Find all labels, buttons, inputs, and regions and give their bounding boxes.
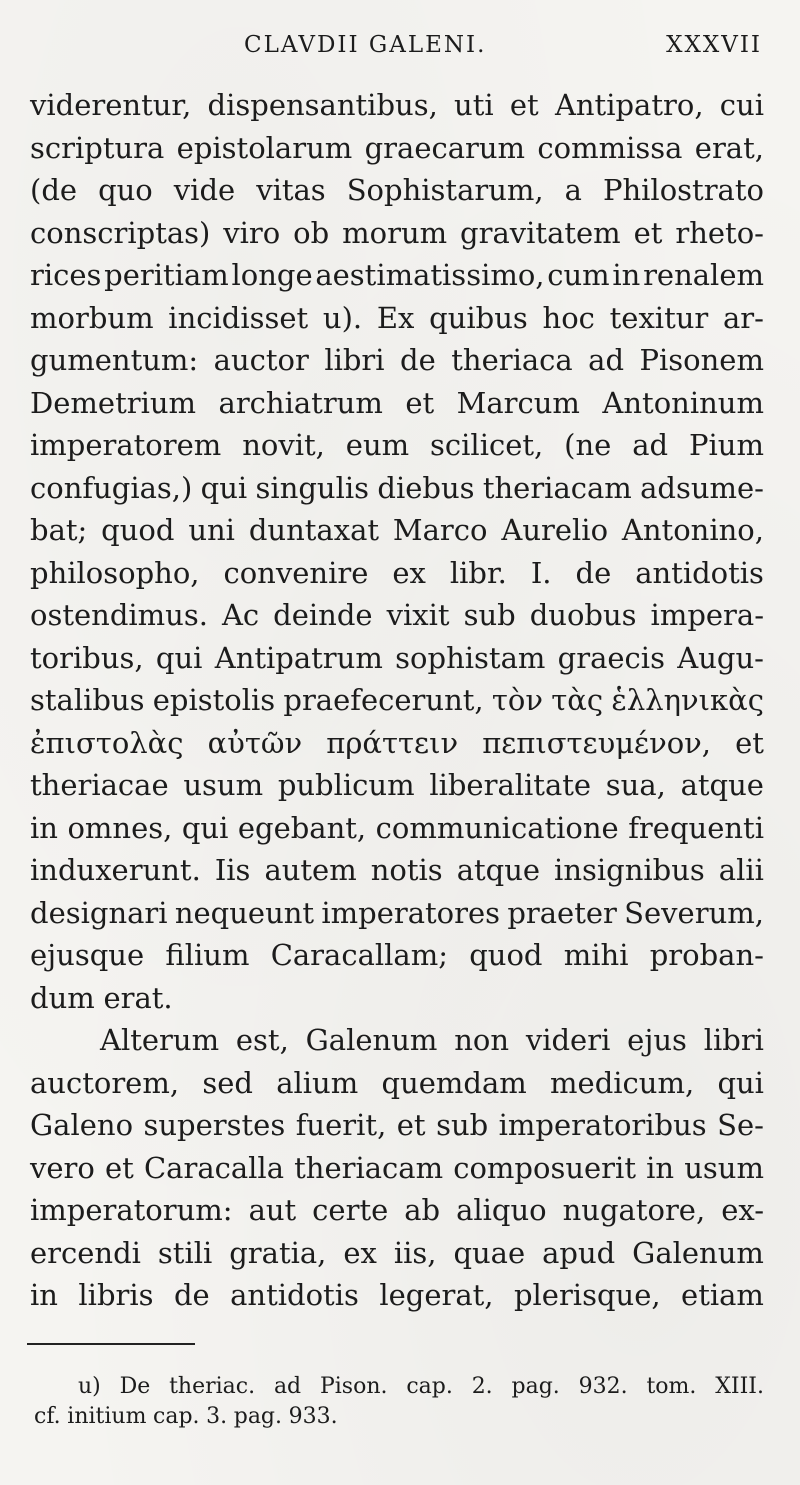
word: antidotis <box>635 555 764 590</box>
word: liberalitate <box>429 768 592 802</box>
word: vixit <box>386 598 450 632</box>
word: videri <box>525 1023 611 1057</box>
word: in <box>30 810 58 845</box>
word: morum <box>342 215 448 250</box>
word: in <box>646 1150 675 1185</box>
word: stili <box>157 1235 213 1270</box>
word: Philostrato <box>602 173 764 207</box>
word: philosopho, <box>30 555 200 590</box>
word: auctor <box>213 343 309 377</box>
word: (de <box>30 173 78 207</box>
text-line <box>30 1274 764 1317</box>
word: a <box>564 173 582 207</box>
word: qui <box>181 810 229 845</box>
word: imperatores <box>321 895 501 930</box>
text-line-paragraph-end <box>30 977 764 1020</box>
word: ex <box>343 1235 377 1270</box>
word: texitur <box>609 300 709 335</box>
word: ex <box>392 555 426 590</box>
word: ab <box>404 1193 441 1227</box>
word: vitas <box>256 173 326 207</box>
word: convenire <box>223 555 369 590</box>
word: de <box>173 1278 210 1312</box>
word: Antipatro, <box>554 88 704 122</box>
word: rices <box>30 258 102 292</box>
word: Pium <box>689 428 764 462</box>
word: toribus, <box>30 640 144 675</box>
word: ostendimus. <box>30 598 208 632</box>
word: designari <box>30 895 168 930</box>
word: et <box>396 1108 426 1142</box>
word: Antonino, <box>621 513 764 547</box>
word: theriacam <box>482 470 632 505</box>
word: Caracallam; <box>270 938 448 972</box>
word: superstes <box>143 1108 286 1142</box>
word: Caracalla <box>143 1150 284 1185</box>
word: cf. <box>34 1404 61 1429</box>
text-line <box>30 934 764 977</box>
greek-text-line <box>30 679 764 722</box>
word: quo <box>98 173 153 207</box>
word: plerisque, <box>513 1278 661 1312</box>
word: Augu- <box>677 640 764 675</box>
word: mihi <box>563 938 629 972</box>
footnote-divider <box>27 1343 195 1345</box>
word: commissa <box>537 130 683 165</box>
word: pag. <box>511 1374 560 1399</box>
word: quibus <box>429 300 528 335</box>
word: cum <box>547 258 610 292</box>
word: theriaca <box>451 343 573 377</box>
footnote-line <box>34 1402 764 1432</box>
text-line <box>30 297 764 340</box>
word: sed <box>202 1065 253 1100</box>
text-line <box>30 552 764 595</box>
word: dum <box>30 980 95 1015</box>
word: Severum, <box>624 895 764 930</box>
word: qui <box>155 640 203 675</box>
word: ejusque <box>30 938 145 972</box>
word: u). <box>322 300 363 335</box>
word: quae <box>453 1235 526 1270</box>
word: u) <box>78 1374 101 1399</box>
word: sub <box>436 1108 489 1142</box>
running-title: CLAVDII GALENI. <box>244 32 487 58</box>
word: 3. <box>206 1404 228 1429</box>
word: notis <box>370 853 443 887</box>
word: morbum <box>30 300 154 335</box>
word: theriacam <box>294 1150 444 1185</box>
text-line <box>30 637 764 680</box>
word: πράττειν <box>326 725 459 760</box>
word: gratia, <box>229 1235 327 1270</box>
word: Antipatrum <box>214 640 383 675</box>
word: Iis <box>214 853 251 887</box>
text-line <box>30 212 764 255</box>
word: insignibus <box>554 853 705 887</box>
word: incidisset <box>168 300 309 335</box>
text-line <box>30 467 764 510</box>
word: cap. <box>406 1374 453 1399</box>
word: auctorem, <box>30 1065 180 1100</box>
word: et <box>105 1150 134 1185</box>
word: Se- <box>717 1108 764 1142</box>
word: nequeunt <box>174 895 315 930</box>
word: epistolis <box>152 683 276 717</box>
word: atque <box>456 853 541 887</box>
word: scriptura <box>30 130 165 165</box>
word: apud <box>542 1235 616 1270</box>
word: imperatoribus <box>498 1108 707 1142</box>
word: induxerunt. <box>30 853 201 887</box>
word: Alterum <box>100 1023 220 1057</box>
word: qui <box>200 470 248 505</box>
word: erat, <box>694 130 764 165</box>
page-number: XXXVII <box>666 32 762 58</box>
word: aut <box>248 1193 297 1227</box>
word: nugatore, <box>562 1193 706 1227</box>
word: theriac. <box>169 1374 256 1399</box>
word: renalem <box>643 258 764 292</box>
word: τὰς <box>551 683 604 717</box>
word: uti <box>454 88 494 122</box>
word: cui <box>719 88 764 122</box>
word: in <box>612 258 641 292</box>
word: quod <box>469 938 543 972</box>
word: antidotis <box>230 1278 359 1312</box>
word: Sophistarum, <box>346 173 544 207</box>
word: De <box>119 1374 151 1399</box>
footnotes <box>34 1372 764 1432</box>
word: et <box>405 385 435 420</box>
word: vide <box>173 173 236 207</box>
word: ob <box>293 215 330 250</box>
text-line <box>30 1104 764 1147</box>
word: libr. <box>449 555 507 590</box>
word: libri <box>703 1023 764 1057</box>
word: atque <box>680 768 764 802</box>
word: Galenum <box>632 1235 764 1270</box>
word: iis, <box>393 1235 437 1270</box>
word: non <box>454 1023 510 1057</box>
word: praeter <box>507 895 617 930</box>
text-line <box>30 1062 764 1105</box>
text-line <box>30 807 764 850</box>
word: hoc <box>542 300 595 335</box>
word: ἐπιστολὰς <box>30 725 184 760</box>
word: quod <box>101 513 175 547</box>
word: duntaxat <box>248 513 380 547</box>
word: πεπιστευμένον, <box>482 725 712 760</box>
word: qui <box>717 1065 764 1100</box>
word: de <box>575 555 612 590</box>
word: Marco <box>392 513 488 547</box>
word: proban- <box>649 938 764 972</box>
word: confugias,) <box>30 470 193 505</box>
word: filium <box>165 938 250 972</box>
text-line <box>30 424 764 467</box>
word: ar- <box>723 300 764 335</box>
word: viderentur, <box>30 88 192 122</box>
word: epistolarum <box>176 130 353 165</box>
word: tom. <box>646 1374 697 1399</box>
word: imperatorem <box>30 428 222 462</box>
word: uni <box>188 513 235 547</box>
word: Antoninum <box>602 385 764 420</box>
word: graecarum <box>364 130 526 165</box>
word: (ne <box>564 428 612 462</box>
word: omnes, <box>67 810 173 845</box>
word: stalibus <box>30 683 145 717</box>
text-line <box>30 339 764 382</box>
text-line <box>30 169 764 212</box>
word: etiam <box>681 1278 764 1312</box>
text-line <box>30 764 764 807</box>
word: sub <box>463 598 516 632</box>
word: ercendi <box>30 1235 141 1270</box>
word: initium <box>67 1404 147 1429</box>
text-line <box>30 382 764 425</box>
word: pag. <box>233 1404 283 1429</box>
word: aestimatissimo, <box>315 258 545 292</box>
word: theriacae <box>30 768 169 802</box>
word: viro <box>223 215 281 250</box>
word: sophistam <box>395 640 546 675</box>
word: ἑλληνικὰς <box>611 683 764 717</box>
text-line <box>30 84 764 127</box>
word: et <box>735 725 764 760</box>
word: certe <box>312 1193 389 1227</box>
word: alium <box>276 1065 359 1100</box>
word: Marcum <box>456 385 580 420</box>
word: Ex <box>376 300 415 335</box>
word: Pison. <box>319 1374 388 1399</box>
text-line <box>30 509 764 552</box>
word: Pisonem <box>639 343 764 377</box>
word: frequenti <box>628 810 764 845</box>
word: adsume- <box>640 470 764 505</box>
word: scilicet, <box>430 428 544 462</box>
text-line <box>30 254 764 297</box>
text-line <box>30 127 764 170</box>
word: archiatrum <box>218 385 383 420</box>
word: eum <box>345 428 410 462</box>
word: sua, <box>605 768 666 802</box>
word: 2. <box>471 1374 493 1399</box>
word: usum <box>684 1150 764 1185</box>
word: diebus <box>377 470 475 505</box>
word: ad <box>588 343 625 377</box>
word: peritiam <box>104 258 229 292</box>
text-line <box>30 1147 764 1190</box>
word: et <box>633 215 663 250</box>
word: imperatorum: <box>30 1193 233 1227</box>
word: aliquo <box>456 1193 547 1227</box>
word: est, <box>235 1023 289 1057</box>
word: Galenum <box>305 1023 438 1057</box>
text-line <box>30 1232 764 1275</box>
word: gravitatem <box>460 215 621 250</box>
word: impera- <box>650 598 764 632</box>
word: 933. <box>288 1404 338 1429</box>
word: publicum <box>277 768 415 802</box>
text-line <box>30 849 764 892</box>
word: medicum, <box>550 1065 695 1100</box>
word: usum <box>183 768 264 802</box>
word: praefecerunt, <box>283 683 484 717</box>
word: legerat, <box>379 1278 494 1312</box>
word: Aurelio <box>501 513 609 547</box>
word: bat; <box>30 513 88 547</box>
word: singulis <box>255 470 370 505</box>
word: novit, <box>242 428 325 462</box>
word: I. <box>530 555 552 590</box>
word: alii <box>718 853 764 887</box>
text-line <box>30 1189 764 1232</box>
word: rheto- <box>675 215 764 250</box>
word: de <box>400 343 436 377</box>
word: composuerit <box>453 1150 636 1185</box>
word: vero <box>30 1150 95 1185</box>
word: ad <box>632 428 669 462</box>
word: erat. <box>103 980 173 1015</box>
word: gumentum: <box>30 343 199 377</box>
word: ex- <box>721 1193 764 1227</box>
word: in <box>30 1278 58 1312</box>
running-header <box>0 28 800 68</box>
word: autem <box>264 853 357 887</box>
text-line <box>30 892 764 935</box>
word: τὸν <box>491 683 544 717</box>
word: XIII. <box>715 1374 764 1399</box>
word: graecis <box>557 640 665 675</box>
greek-text-line <box>30 722 764 765</box>
text-line <box>30 594 764 637</box>
word: fuerit, <box>295 1108 387 1142</box>
word: ad <box>273 1374 302 1399</box>
text-line-paragraph-start <box>30 1019 764 1062</box>
word: Demetrium <box>30 385 197 420</box>
word: libris <box>78 1278 154 1312</box>
word: libri <box>324 343 385 377</box>
word: conscriptas) <box>30 215 211 250</box>
word: duobus <box>529 598 637 632</box>
word: quemdam <box>381 1065 527 1100</box>
word: Galeno <box>30 1108 134 1142</box>
footnote-line <box>34 1372 764 1402</box>
word: 932. <box>578 1374 628 1399</box>
word: cap. <box>153 1404 200 1429</box>
main-text <box>30 84 764 1317</box>
word: deinde <box>273 598 373 632</box>
word: et <box>509 88 539 122</box>
word: ejus <box>627 1023 687 1057</box>
word: dispensantibus, <box>207 88 438 122</box>
word: αὐτῶν <box>207 725 303 760</box>
word: communicatione <box>375 810 619 845</box>
word: longe <box>231 258 313 292</box>
word: Ac <box>221 598 260 632</box>
word: egebant, <box>237 810 367 845</box>
